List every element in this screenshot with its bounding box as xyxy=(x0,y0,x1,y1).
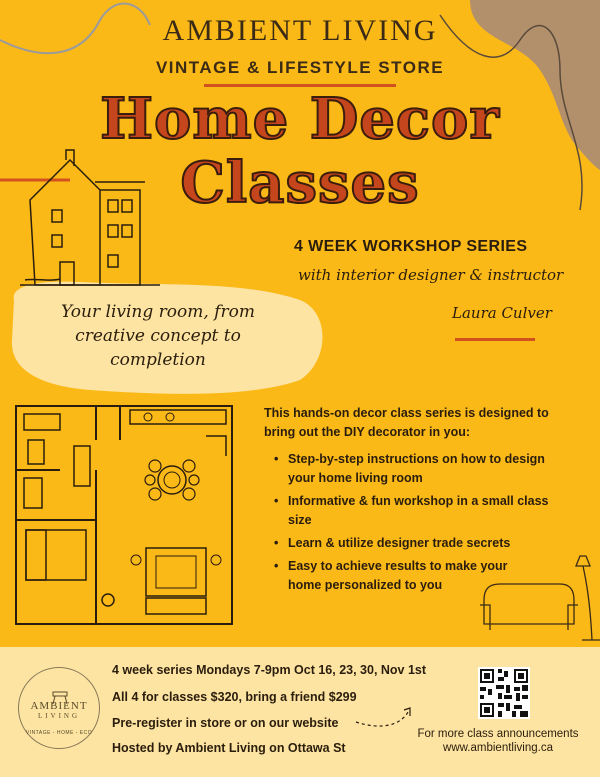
list-item-line: • Step-by-step instructions on how to design xyxy=(288,452,545,466)
list-item-line: your home living room xyxy=(288,471,423,485)
logo-name: AMBIENT xyxy=(30,700,88,712)
price-text: All 4 for classes $320, bring a friend $299 xyxy=(112,690,357,704)
host-text: Hosted by Ambient Living on Ottawa St xyxy=(112,741,346,755)
intro-line: This hands-on decor class series is designed to xyxy=(264,406,549,420)
list-item-line: home personalized to you xyxy=(288,578,443,592)
headline-classes: Classes xyxy=(180,150,420,216)
logo-tagline: VINTAGE - HOME - ECO xyxy=(25,730,93,736)
logo-name-sub: LIVING xyxy=(37,712,81,720)
intro-line: bring out the DIY decorator in you: xyxy=(264,425,471,439)
series-with: with interior designer & instructor xyxy=(298,266,564,284)
schedule-text: 4 week series Mondays 7-9pm Oct 16, 23, 30, Nov 1st xyxy=(112,663,427,677)
list-item-line: • Learn & utilize designer trade secrets xyxy=(288,536,511,550)
more-announcements: For more class announcements xyxy=(417,728,579,740)
register-text: Pre-register in store or on our website xyxy=(112,716,339,730)
list-item-line: size xyxy=(288,513,312,527)
instructor-name: Laura Culver xyxy=(452,304,552,322)
brand-subtitle: VINTAGE & LIFESTYLE STORE xyxy=(155,58,445,77)
tagline-line: creative concept to xyxy=(75,326,241,346)
tagline-line: completion xyxy=(110,350,206,370)
list-item-line: • Easy to achieve results to make your xyxy=(288,559,508,573)
tagline-line: Your living room, from xyxy=(61,302,255,322)
qr-code-icon[interactable] xyxy=(478,667,530,719)
headline-home-decor: Home Decor xyxy=(100,86,500,152)
list-item-line: • Informative & fun workshop in a small class xyxy=(288,494,549,508)
website-link[interactable]: www.ambientliving.ca xyxy=(443,742,553,754)
series-title: 4 WEEK WORKSHOP SERIES xyxy=(294,238,528,255)
brand-title: AMBIENT LIVING xyxy=(162,14,438,47)
